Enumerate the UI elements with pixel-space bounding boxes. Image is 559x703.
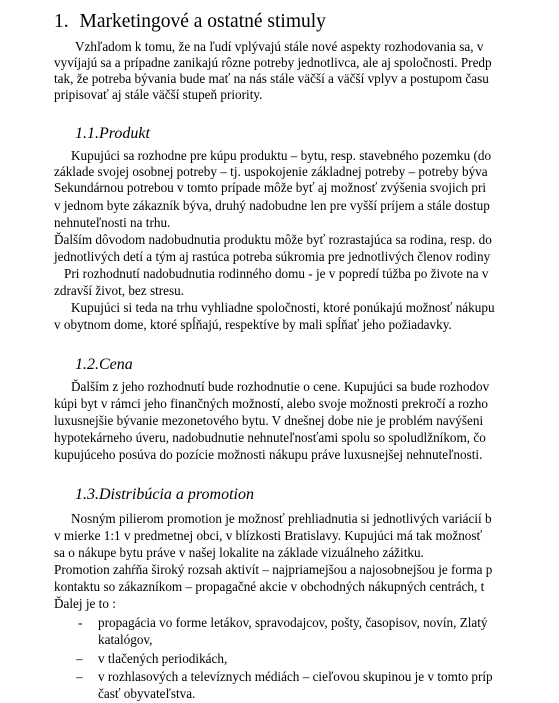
- paragraph-line: Ďalej je to :: [54, 596, 116, 611]
- paragraph-line: nehnuteľnosti na trhu.: [54, 215, 171, 230]
- paragraph-line: zdravší život, bez stresu.: [54, 283, 185, 298]
- paragraph-line: v mierke 1:1 v predmetnej obci, v blízkosti Bratislavy. Kupujúci má tak možnosť: [54, 528, 483, 543]
- paragraph-line: kupujúceho posúva do pozície možnosti nákupu práve luxusnejšej nehnuteľnosti.: [54, 447, 483, 462]
- paragraph-line: Pri rozhodnutí nadobudnutia rodinného domu - je v popredí túžba po živote na v: [64, 266, 489, 281]
- bullet-line: v tlačených periodikách,: [98, 651, 228, 666]
- paragraph-line: sa o nákupe bytu práve v našej lokalite na základe vizuálneho zážitku.: [54, 545, 424, 560]
- bullet-line: časť obyvateľstva.: [98, 686, 196, 701]
- bullet-marker: -: [78, 615, 83, 630]
- paragraph-line: základe svojej osobnej potreby – tj. uspokojenie základnej potreby – potreby býva: [54, 164, 488, 179]
- paragraph-line: Promotion zahŕňa široký rozsah aktivít – najpriamejšou a najosobnejšou je forma p: [54, 562, 493, 577]
- paragraph-line: Ďalším z jeho rozhodnutí bude rozhodnutie o cene. Kupujúci sa bude rozhodov: [71, 379, 490, 394]
- section-heading-cena: 1.2.Cena: [75, 356, 133, 373]
- paragraph-line: jednotlivých detí a tým aj rastúca potreba súkromia pre jednotlivých členov rodiny: [54, 249, 491, 264]
- bullet-marker: –: [76, 651, 83, 666]
- intro-line: tak, že potreba bývania bude mať na nás stále väčší a väčší vplyv a postupom času: [54, 71, 489, 86]
- paragraph-line: v obytnom dome, ktoré spĺňajú, respektíve by mali spĺňať jeho požiadavky.: [54, 317, 452, 332]
- paragraph-line: v jednom byte zákazník býva, druhý nadobudne len pre vyšší príjem a stále dostup: [54, 198, 490, 213]
- paragraph-line: Kupujúci si teda na trhu vyhliadne spoločnosti, ktoré ponúkajú možnosť nákupu: [71, 300, 495, 315]
- section-heading-distribucia: 1.3.Distribúcia a promotion: [75, 486, 254, 503]
- paragraph-line: hypotekárneho úveru, nadobudnutie nehnuteľnosťami spolu so spoludlžníkom, čo: [54, 430, 486, 445]
- bullet-marker: –: [76, 669, 83, 684]
- bullet-line: v rozhlasových a televíznych médiách – cieľovou skupinou je v tomto príp: [98, 669, 493, 684]
- intro-line: vyvíjajú sa a prípadne zanikajú rôzne potreby jednotlivca, ale aj spoločnosti. Predp: [54, 55, 492, 70]
- paragraph-line: luxusnejšie bývanie mezonetového bytu. V dnešnej dobe nie je problém navýšeni: [54, 413, 484, 428]
- section-heading-produkt: 1.1.Produkt: [75, 125, 150, 142]
- bullet-line: katalógov,: [98, 632, 153, 647]
- heading-title: Marketingové a ostatné stimuly: [79, 11, 326, 32]
- heading-number: 1.: [54, 11, 69, 32]
- bullet-line: propagácia vo forme letákov, spravodajcov, pošty, časopisov, novín, Zlatý: [98, 615, 488, 630]
- paragraph-line: Sekundárnou potrebou v tomto prípade môže byť aj možnosť zvýšenia svojich pri: [54, 180, 487, 195]
- paragraph-line: Nosným pilierom promotion je možnosť prehliadnutia si jednotlivých variácií b: [71, 511, 492, 526]
- main-heading: [54, 11, 326, 33]
- paragraph-line: kontaktu so zákazníkom – propagačné akcie v obchodných nákupných centrách, t: [54, 579, 485, 594]
- paragraph-line: Ďalším dôvodom nadobudnutia produktu môže byť rozrastajúca sa rodina, resp. do: [54, 232, 492, 247]
- paragraph-line: kúpi byt v rámci jeho finančných možností, alebo svoje možnosti prekročí a rozho: [54, 396, 488, 411]
- intro-line: Vzhľadom k tomu, že na ľudí vplývajú stále nové aspekty rozhodovania sa, v: [75, 39, 484, 54]
- paragraph-line: Kupujúci sa rozhodne pre kúpu produktu – bytu, resp. stavebného pozemku (do: [71, 148, 492, 163]
- intro-line: pripisovať aj stále väčší stupeň priority.: [54, 87, 263, 102]
